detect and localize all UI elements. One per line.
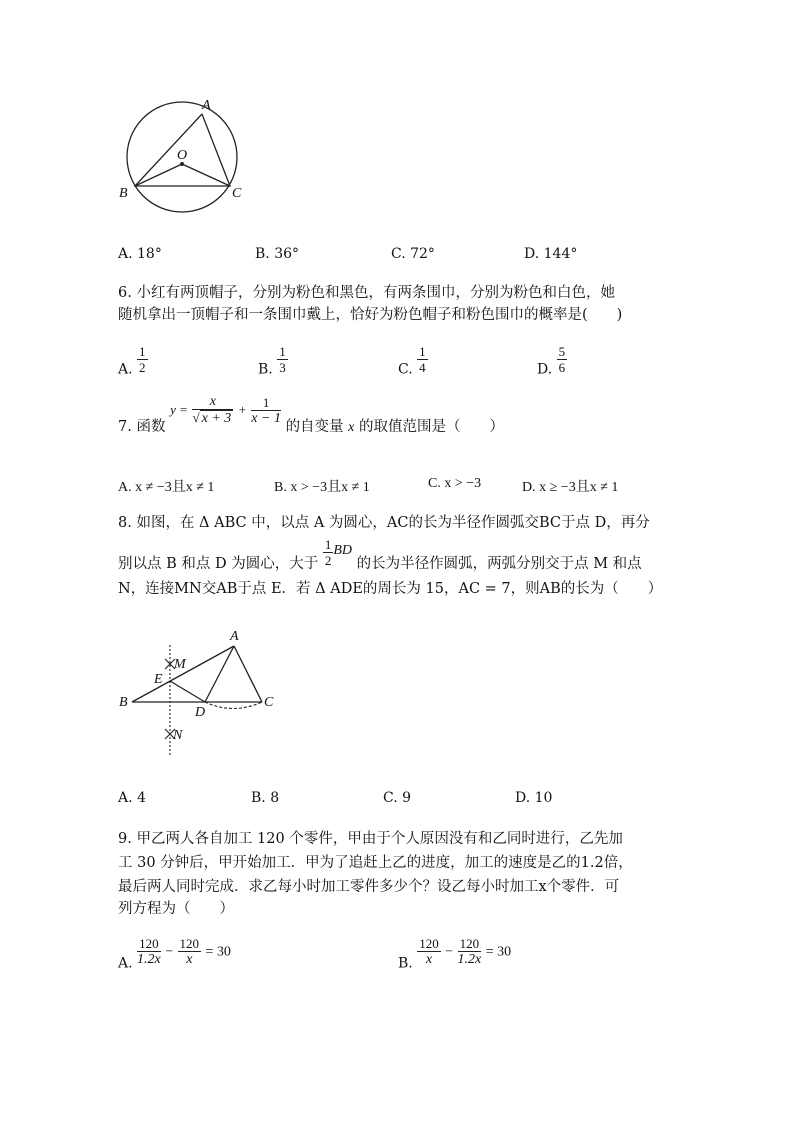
q6-option-d bbox=[537, 344, 567, 378]
q8-line3: N，连接MN交AB于点 E．若 Δ ADE的周长为 15，AC = 7，则AB的长为（ ） bbox=[118, 581, 663, 597]
q6-line1: 6. 小红有两顶帽子，分别为粉色和黑色，有两条围巾，分别为粉色和白色，她 bbox=[118, 285, 615, 301]
q7-option-c: C. x > −3 bbox=[428, 476, 482, 491]
q6-option-b-label: B. bbox=[258, 361, 273, 378]
q9-option-b: B. $\frac{120}{x}$ − $\frac{120}{1.2x}$ = 30 bbox=[398, 936, 512, 972]
q7-option-d: D. x ≥ −3且x ≠ 1 bbox=[522, 480, 619, 495]
q7-option-a: A. x ≠ −3且x ≠ 1 bbox=[118, 480, 215, 495]
fig2-label-b: B bbox=[119, 695, 128, 710]
q8-line1: 8. 如图，在 Δ ABC 中，以点 A 为圆心，AC的长为半径作圆弧交BC于点 D，再分 bbox=[118, 515, 650, 531]
segment-ac bbox=[234, 646, 262, 702]
q6-option-a bbox=[118, 344, 148, 378]
label-o: O bbox=[177, 148, 188, 163]
q8-line2a: 别以点 B 和点 D 为圆心，大于 bbox=[118, 556, 319, 572]
q5-option-a: A. 18° bbox=[118, 246, 162, 262]
q9-line1: 9. 甲乙两人各自加工 120 个零件，甲由于个人原因没有和乙同时进行，乙先加 bbox=[118, 831, 623, 847]
q9-line3: 最后两人同时完成．求乙每小时加工零件多少个？设乙每小时加工x个零件．可 bbox=[118, 879, 620, 895]
q8-option-c: C. 9 bbox=[383, 790, 412, 806]
q8-frac-var: BD bbox=[333, 543, 352, 558]
q9-line4: 列方程为（ ） bbox=[118, 901, 234, 917]
segment-ob bbox=[135, 164, 182, 186]
segment-ba bbox=[132, 646, 234, 702]
q6-option-a-label: A. bbox=[118, 361, 133, 378]
segment-ed bbox=[170, 681, 205, 702]
q8-option-b: B. 8 bbox=[251, 790, 280, 806]
label-a: A bbox=[202, 98, 211, 113]
q7-var: x bbox=[348, 420, 355, 435]
q6-option-d-label: D. bbox=[537, 361, 553, 378]
q8-line2 bbox=[118, 536, 642, 572]
fig2-label-n: N bbox=[173, 728, 183, 743]
q9-line2: 工 30 分钟后，甲开始加工．甲为了追赶上乙的进度，加工的速度是乙的1.2倍， bbox=[118, 855, 633, 871]
q9-option-a: A. $\frac{120}{1.2x}$ − $\frac{120}{x}$ = 30 bbox=[118, 936, 231, 972]
q9-option-a-label: A. bbox=[118, 955, 133, 972]
fig2-label-d: D bbox=[195, 705, 206, 720]
fig2-label-a: A bbox=[230, 629, 239, 644]
q6-option-b bbox=[258, 344, 288, 378]
q6-option-b-fraction: $\frac{1}{3}$ bbox=[279, 344, 286, 375]
q8-option-d: D. 10 bbox=[515, 790, 553, 806]
q6-option-c-fraction: $\frac{1}{4}$ bbox=[419, 344, 426, 375]
q6-option-d-fraction: $\frac{5}{6}$ bbox=[558, 344, 566, 375]
fig2-label-m: M bbox=[174, 657, 186, 672]
q5-option-b: B. 36° bbox=[255, 246, 300, 262]
label-c: C bbox=[232, 186, 242, 201]
q9-option-b-label: B. bbox=[398, 955, 413, 972]
q9-option-b-rhs: = 30 bbox=[485, 944, 512, 960]
q9-option-a-rhs: = 30 bbox=[205, 944, 231, 960]
q8-line2b: 的长为半径作圆弧，两弧分别交于点 M 和点 bbox=[356, 556, 642, 572]
q6-option-a-fraction: $\frac{1}{2}$ bbox=[139, 344, 146, 375]
q7-line bbox=[118, 394, 504, 452]
q7-option-b: B. x > −3且x ≠ 1 bbox=[274, 480, 370, 495]
circle-figure bbox=[110, 95, 260, 225]
fig2-label-c: C bbox=[264, 695, 274, 710]
q5-option-c: C. 72° bbox=[391, 246, 435, 262]
q7-function: y = $\frac{x}{√ x + 3}$ + $\frac{1}{x - 1}$ bbox=[170, 394, 281, 426]
q5-option-d: D. 144° bbox=[524, 246, 578, 262]
q8-fraction: $\frac{1}{2}$ bbox=[324, 536, 332, 568]
q6-option-c bbox=[398, 344, 428, 378]
triangle-construction-figure bbox=[110, 625, 290, 765]
q7-prefix: 7. 函数 bbox=[118, 419, 166, 435]
label-b: B bbox=[119, 186, 128, 201]
q6-option-c-label: C. bbox=[398, 361, 413, 378]
fig2-label-e: E bbox=[154, 672, 163, 687]
q7-suffix-a: 的自变量 bbox=[285, 419, 344, 435]
q7-suffix-b: 的取值范围是（ ） bbox=[359, 419, 504, 435]
q6-line2: 随机拿出一顶帽子和一条围巾戴上，恰好为粉色帽子和粉色围巾的概率是( ) bbox=[118, 307, 623, 323]
dashed-arc-dc bbox=[205, 702, 262, 709]
q8-option-a: A. 4 bbox=[118, 790, 146, 806]
